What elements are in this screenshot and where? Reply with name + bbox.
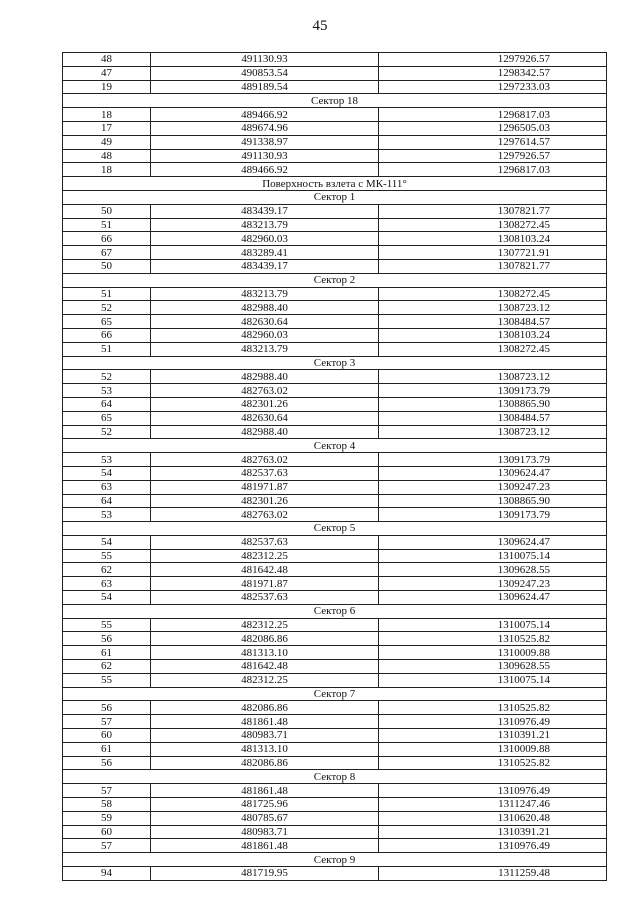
- y-coordinate: 1309247.23: [379, 577, 607, 591]
- table-row: [63, 342, 607, 356]
- x-coordinate: 483439.17: [151, 204, 379, 218]
- section-header-row: [63, 273, 607, 287]
- y-coordinate: 1310009.88: [379, 646, 607, 660]
- y-coordinate: 1310075.14: [379, 549, 607, 563]
- y-coordinate: 1308484.57: [379, 315, 607, 329]
- point-number: 94: [63, 867, 151, 881]
- table-row: [63, 108, 607, 122]
- table-row: [63, 867, 607, 881]
- point-number: 62: [63, 563, 151, 577]
- table-row: [63, 591, 607, 605]
- table-row: [63, 742, 607, 756]
- point-number: 55: [63, 673, 151, 687]
- y-coordinate: 1296817.03: [379, 108, 607, 122]
- y-coordinate: 1308272.45: [379, 287, 607, 301]
- y-coordinate: 1308272.45: [379, 218, 607, 232]
- x-coordinate: 482988.40: [151, 425, 379, 439]
- coordinates-table-body: [63, 53, 607, 881]
- x-coordinate: 481971.87: [151, 577, 379, 591]
- point-number: 56: [63, 756, 151, 770]
- x-coordinate: 481313.10: [151, 742, 379, 756]
- table-row: [63, 328, 607, 342]
- point-number: 62: [63, 660, 151, 674]
- table-row: [63, 232, 607, 246]
- table-row: [63, 246, 607, 260]
- section-label: Сектор 9: [63, 853, 607, 867]
- table-row: [63, 715, 607, 729]
- x-coordinate: 481642.48: [151, 660, 379, 674]
- point-number: 52: [63, 301, 151, 315]
- table-row: [63, 453, 607, 467]
- section-label: Сектор 4: [63, 439, 607, 453]
- y-coordinate: 1308103.24: [379, 232, 607, 246]
- point-number: 56: [63, 632, 151, 646]
- x-coordinate: 481725.96: [151, 798, 379, 812]
- x-coordinate: 481313.10: [151, 646, 379, 660]
- y-coordinate: 1310525.82: [379, 756, 607, 770]
- table-row: [63, 425, 607, 439]
- point-number: 64: [63, 494, 151, 508]
- y-coordinate: 1310976.49: [379, 784, 607, 798]
- section-header-row: [63, 177, 607, 191]
- x-coordinate: 482763.02: [151, 453, 379, 467]
- table-row: [63, 397, 607, 411]
- x-coordinate: 482086.86: [151, 756, 379, 770]
- point-number: 52: [63, 370, 151, 384]
- point-number: 63: [63, 480, 151, 494]
- y-coordinate: 1308865.90: [379, 494, 607, 508]
- point-number: 52: [63, 425, 151, 439]
- y-coordinate: 1309624.47: [379, 535, 607, 549]
- point-number: 59: [63, 811, 151, 825]
- y-coordinate: 1311247.46: [379, 798, 607, 812]
- table-row: [63, 549, 607, 563]
- section-label: Сектор 8: [63, 770, 607, 784]
- y-coordinate: 1309628.55: [379, 563, 607, 577]
- point-number: 51: [63, 218, 151, 232]
- x-coordinate: 482537.63: [151, 535, 379, 549]
- y-coordinate: 1309624.47: [379, 591, 607, 605]
- x-coordinate: 483213.79: [151, 287, 379, 301]
- table-row: [63, 646, 607, 660]
- x-coordinate: 480983.71: [151, 729, 379, 743]
- table-row: [63, 301, 607, 315]
- point-number: 47: [63, 66, 151, 80]
- y-coordinate: 1310009.88: [379, 742, 607, 756]
- point-number: 55: [63, 549, 151, 563]
- point-number: 54: [63, 466, 151, 480]
- x-coordinate: 481642.48: [151, 563, 379, 577]
- point-number: 61: [63, 646, 151, 660]
- y-coordinate: 1296817.03: [379, 163, 607, 177]
- y-coordinate: 1310620.48: [379, 811, 607, 825]
- table-row: [63, 149, 607, 163]
- x-coordinate: 483439.17: [151, 259, 379, 273]
- x-coordinate: 480983.71: [151, 825, 379, 839]
- y-coordinate: 1309628.55: [379, 660, 607, 674]
- point-number: 54: [63, 535, 151, 549]
- table-row: [63, 701, 607, 715]
- section-label: Сектор 3: [63, 356, 607, 370]
- table-row: [63, 121, 607, 135]
- x-coordinate: 481971.87: [151, 480, 379, 494]
- section-header-row: [63, 94, 607, 108]
- y-coordinate: 1309624.47: [379, 466, 607, 480]
- table-row: [63, 315, 607, 329]
- table-row: [63, 370, 607, 384]
- point-number: 51: [63, 287, 151, 301]
- y-coordinate: 1297926.57: [379, 149, 607, 163]
- y-coordinate: 1297614.57: [379, 135, 607, 149]
- section-header-row: [63, 853, 607, 867]
- y-coordinate: 1309173.79: [379, 384, 607, 398]
- table-row: [63, 163, 607, 177]
- y-coordinate: 1310976.49: [379, 715, 607, 729]
- table-row: [63, 53, 607, 67]
- x-coordinate: 482960.03: [151, 232, 379, 246]
- x-coordinate: 482537.63: [151, 466, 379, 480]
- y-coordinate: 1297233.03: [379, 80, 607, 94]
- point-number: 49: [63, 135, 151, 149]
- y-coordinate: 1307821.77: [379, 204, 607, 218]
- y-coordinate: 1308865.90: [379, 397, 607, 411]
- table-row: [63, 756, 607, 770]
- x-coordinate: 491130.93: [151, 53, 379, 67]
- table-row: [63, 80, 607, 94]
- section-header-row: [63, 190, 607, 204]
- point-number: 51: [63, 342, 151, 356]
- y-coordinate: 1308723.12: [379, 425, 607, 439]
- point-number: 57: [63, 784, 151, 798]
- y-coordinate: 1308484.57: [379, 411, 607, 425]
- section-label: Сектор 5: [63, 522, 607, 536]
- x-coordinate: 482763.02: [151, 384, 379, 398]
- x-coordinate: 480785.67: [151, 811, 379, 825]
- section-label: Сектор 18: [63, 94, 607, 108]
- y-coordinate: 1308103.24: [379, 328, 607, 342]
- point-number: 65: [63, 315, 151, 329]
- table-row: [63, 480, 607, 494]
- x-coordinate: 482301.26: [151, 494, 379, 508]
- point-number: 60: [63, 825, 151, 839]
- x-coordinate: 482630.64: [151, 411, 379, 425]
- coordinates-table: [62, 52, 607, 881]
- point-number: 66: [63, 328, 151, 342]
- point-number: 60: [63, 729, 151, 743]
- x-coordinate: 481719.95: [151, 867, 379, 881]
- x-coordinate: 483213.79: [151, 218, 379, 232]
- x-coordinate: 482537.63: [151, 591, 379, 605]
- point-number: 63: [63, 577, 151, 591]
- x-coordinate: 482086.86: [151, 701, 379, 715]
- y-coordinate: 1309247.23: [379, 480, 607, 494]
- table-row: [63, 259, 607, 273]
- point-number: 17: [63, 121, 151, 135]
- x-coordinate: 489674.96: [151, 121, 379, 135]
- point-number: 55: [63, 618, 151, 632]
- x-coordinate: 483289.41: [151, 246, 379, 260]
- x-coordinate: 490853.54: [151, 66, 379, 80]
- y-coordinate: 1311259.48: [379, 867, 607, 881]
- y-coordinate: 1308723.12: [379, 301, 607, 315]
- table-row: [63, 204, 607, 218]
- table-row: [63, 632, 607, 646]
- y-coordinate: 1298342.57: [379, 66, 607, 80]
- point-number: 67: [63, 246, 151, 260]
- point-number: 48: [63, 53, 151, 67]
- point-number: 18: [63, 163, 151, 177]
- x-coordinate: 489466.92: [151, 163, 379, 177]
- section-header-row: [63, 522, 607, 536]
- table-row: [63, 673, 607, 687]
- point-number: 50: [63, 204, 151, 218]
- point-number: 64: [63, 397, 151, 411]
- x-coordinate: 482630.64: [151, 315, 379, 329]
- table-row: [63, 218, 607, 232]
- section-header-row: [63, 356, 607, 370]
- table-row: [63, 839, 607, 853]
- y-coordinate: 1310075.14: [379, 673, 607, 687]
- x-coordinate: 482086.86: [151, 632, 379, 646]
- table-row: [63, 825, 607, 839]
- table-row: [63, 563, 607, 577]
- point-number: 50: [63, 259, 151, 273]
- section-label: Сектор 2: [63, 273, 607, 287]
- point-number: 58: [63, 798, 151, 812]
- x-coordinate: 481861.48: [151, 784, 379, 798]
- section-label: Поверхность взлета с МК-111°: [63, 177, 607, 191]
- y-coordinate: 1296505.03: [379, 121, 607, 135]
- point-number: 53: [63, 453, 151, 467]
- table-row: [63, 411, 607, 425]
- page-number: 45: [312, 18, 328, 34]
- table-row: [63, 66, 607, 80]
- point-number: 48: [63, 149, 151, 163]
- section-header-row: [63, 770, 607, 784]
- table-row: [63, 287, 607, 301]
- x-coordinate: 482312.25: [151, 618, 379, 632]
- y-coordinate: 1310976.49: [379, 839, 607, 853]
- table-row: [63, 466, 607, 480]
- x-coordinate: 481861.48: [151, 839, 379, 853]
- x-coordinate: 491338.97: [151, 135, 379, 149]
- x-coordinate: 482988.40: [151, 370, 379, 384]
- y-coordinate: 1297926.57: [379, 53, 607, 67]
- x-coordinate: 482988.40: [151, 301, 379, 315]
- table-row: [63, 798, 607, 812]
- x-coordinate: 489189.54: [151, 80, 379, 94]
- table-row: [63, 811, 607, 825]
- section-label: Сектор 7: [63, 687, 607, 701]
- y-coordinate: 1310525.82: [379, 632, 607, 646]
- section-label: Сектор 1: [63, 190, 607, 204]
- table-row: [63, 618, 607, 632]
- table-row: [63, 660, 607, 674]
- point-number: 57: [63, 839, 151, 853]
- x-coordinate: 482301.26: [151, 397, 379, 411]
- y-coordinate: 1307721.91: [379, 246, 607, 260]
- table-row: [63, 494, 607, 508]
- point-number: 65: [63, 411, 151, 425]
- y-coordinate: 1308272.45: [379, 342, 607, 356]
- table-row: [63, 577, 607, 591]
- y-coordinate: 1309173.79: [379, 453, 607, 467]
- x-coordinate: 482763.02: [151, 508, 379, 522]
- y-coordinate: 1307821.77: [379, 259, 607, 273]
- x-coordinate: 489466.92: [151, 108, 379, 122]
- point-number: 53: [63, 384, 151, 398]
- y-coordinate: 1310525.82: [379, 701, 607, 715]
- x-coordinate: 481861.48: [151, 715, 379, 729]
- x-coordinate: 482312.25: [151, 673, 379, 687]
- x-coordinate: 491130.93: [151, 149, 379, 163]
- section-header-row: [63, 604, 607, 618]
- point-number: 19: [63, 80, 151, 94]
- x-coordinate: 482312.25: [151, 549, 379, 563]
- y-coordinate: 1310075.14: [379, 618, 607, 632]
- point-number: 61: [63, 742, 151, 756]
- table-row: [63, 729, 607, 743]
- table-row: [63, 784, 607, 798]
- y-coordinate: 1310391.21: [379, 825, 607, 839]
- y-coordinate: 1308723.12: [379, 370, 607, 384]
- section-header-row: [63, 687, 607, 701]
- y-coordinate: 1309173.79: [379, 508, 607, 522]
- point-number: 57: [63, 715, 151, 729]
- point-number: 66: [63, 232, 151, 246]
- x-coordinate: 482960.03: [151, 328, 379, 342]
- point-number: 54: [63, 591, 151, 605]
- table-row: [63, 535, 607, 549]
- table-row: [63, 508, 607, 522]
- table-row: [63, 384, 607, 398]
- point-number: 56: [63, 701, 151, 715]
- y-coordinate: 1310391.21: [379, 729, 607, 743]
- table-row: [63, 135, 607, 149]
- point-number: 18: [63, 108, 151, 122]
- section-header-row: [63, 439, 607, 453]
- point-number: 53: [63, 508, 151, 522]
- x-coordinate: 483213.79: [151, 342, 379, 356]
- section-label: Сектор 6: [63, 604, 607, 618]
